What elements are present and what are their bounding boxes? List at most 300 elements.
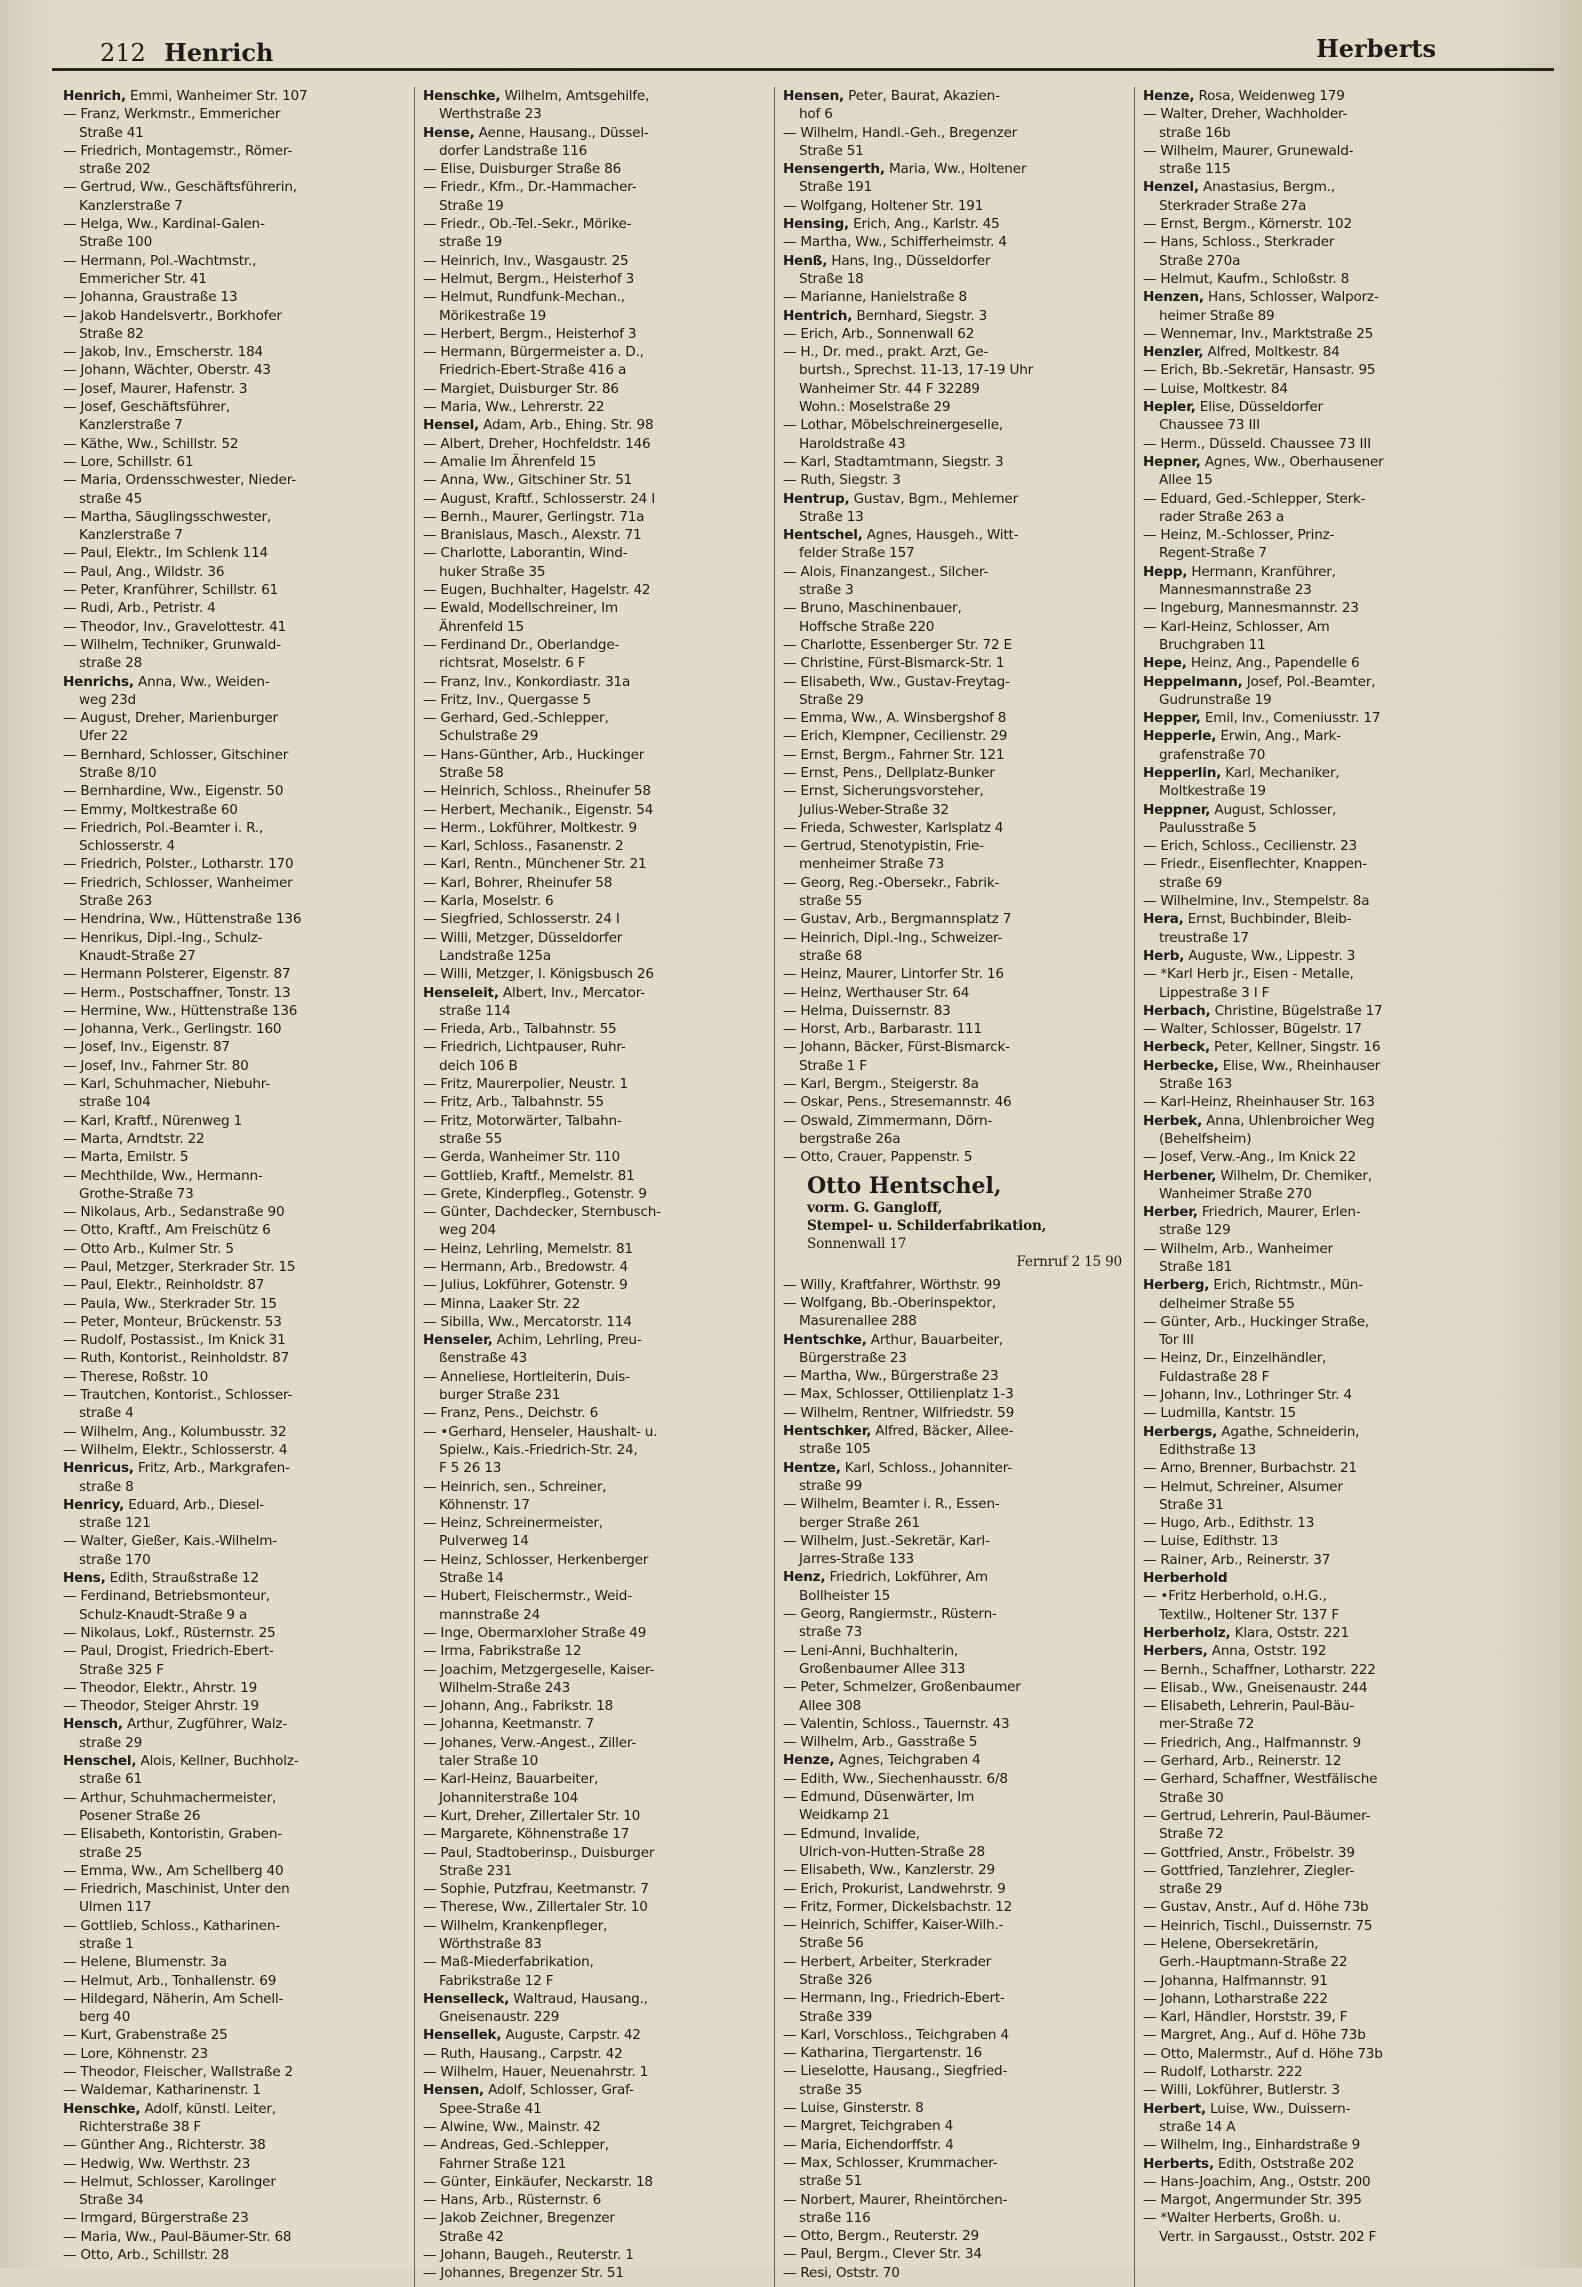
sub-entry: [63, 2173, 406, 2191]
sub-entry: [423, 544, 766, 562]
sub-entry: [63, 1532, 406, 1550]
sub-entry: [63, 252, 406, 270]
sub-entry-text: Bernh., Maurer, Gerlingstr. 71a: [440, 508, 645, 525]
sub-entry: [63, 746, 406, 764]
dash-marker: —: [423, 600, 437, 617]
sub-entry: [63, 1972, 406, 1990]
sub-entry-text: Horst, Arb., Barbarastr. 111: [800, 1021, 982, 1038]
sub-entry: [1143, 2191, 1487, 2209]
sub-entry: [1143, 1532, 1487, 1550]
directory-column-2: [415, 87, 775, 2287]
entry-details: Friedrich, Lokführer, Am: [825, 1569, 988, 1586]
sub-entry: [63, 1386, 406, 1404]
entry-continuation: Bürgerstraße 23: [799, 1349, 907, 1366]
sub-entry-text: Christine, Fürst-Bismarck-Str. 1: [800, 655, 1005, 672]
entry-continuation: Fahrner Straße 121: [439, 2155, 567, 2172]
sub-entry-text: Theodor, Elektr., Ahrstr. 19: [80, 1679, 258, 1696]
sub-entry: [63, 508, 406, 526]
sub-entry-text: Gertrud, Stenotypistin, Frie-: [800, 838, 984, 855]
sub-entry-text: Margret, Teichgraben 4: [800, 2118, 954, 2135]
sub-entry-text: Alwine, Ww., Mainstr. 42: [440, 2118, 601, 2135]
sub-entry-text: Julius, Lokführer, Gotenstr. 9: [440, 1277, 628, 1294]
dash-marker: —: [63, 472, 77, 489]
sub-entry: [423, 288, 766, 306]
sub-entry-text: Karl, Stadtamtmann, Siegstr. 3: [800, 453, 1004, 470]
dash-marker: —: [1143, 2045, 1157, 2062]
sub-entry: [63, 874, 406, 892]
sub-entry: [423, 1240, 766, 1258]
dash-marker: —: [1143, 1844, 1157, 1861]
sub-entry: [783, 1678, 1126, 1696]
entry-head: [63, 673, 406, 691]
sub-entry-text: Otto Arb., Kulmer Str. 5: [80, 1240, 234, 1257]
entry-continuation: Werthstraße 23: [439, 106, 542, 123]
sub-entry-text: Albert, Dreher, Hochfeldstr. 146: [440, 435, 651, 452]
sub-entry: [423, 1423, 766, 1441]
entry-continuation: mer-Straße 72: [1159, 1716, 1255, 1733]
dash-marker: —: [63, 380, 77, 397]
surname: Henseler,: [423, 1332, 493, 1349]
dash-marker: —: [63, 563, 77, 580]
dash-marker: —: [63, 1387, 77, 1404]
sub-entry: [423, 1734, 766, 1752]
surname: Henschke,: [423, 88, 501, 104]
dash-marker: —: [783, 1862, 797, 1879]
sub-entry: [1143, 361, 1487, 379]
entry-continuation: Straße 100: [79, 234, 153, 251]
dash-marker: —: [63, 545, 77, 562]
sub-entry: [783, 1093, 1126, 1111]
dash-marker: —: [63, 1021, 77, 1038]
sub-entry-text: Herm., Düsseld. Chaussee 73 III: [1160, 435, 1371, 452]
entry-continuation: straße 73: [799, 1624, 863, 1641]
entry-details: Adolf, künstl. Leiter,: [140, 2100, 276, 2117]
sub-entry-text: Helmut, Schreiner, Alsumer: [1160, 1478, 1343, 1495]
sub-entry: [423, 252, 766, 270]
dash-marker: —: [1143, 1588, 1157, 1605]
entry-continuation: Straße 326: [799, 1971, 873, 1988]
surname: Hentschke,: [783, 1331, 867, 1348]
sub-entry: [783, 1989, 1126, 2007]
sub-entry: [423, 855, 766, 873]
sub-entry: [1143, 1807, 1487, 1825]
sub-entry-text: Siegfried, Schlosserstr. 24 I: [440, 911, 620, 928]
sub-entry: [63, 2155, 406, 2173]
dash-marker: —: [783, 1076, 797, 1093]
sub-entry-text: Friedrich, Maschinist, Unter den: [80, 1881, 290, 1898]
sub-entry-text: Otto, Crauer, Pappenstr. 5: [800, 1149, 973, 1166]
dash-marker: —: [63, 106, 77, 123]
dash-marker: —: [783, 984, 797, 1001]
dash-marker: —: [1143, 1387, 1157, 1404]
dash-marker: —: [1143, 966, 1157, 983]
sub-entry: [1143, 1679, 1487, 1697]
sub-entry-text: Hans-Joachim, Ang., Oststr. 200: [1160, 2173, 1371, 2190]
entry-head: [1143, 727, 1487, 745]
dash-marker: —: [63, 179, 77, 196]
entry-continuation: Gerh.-Hauptmann-Straße 22: [1159, 1954, 1348, 1971]
dash-marker: —: [423, 344, 437, 361]
dash-marker: —: [783, 1679, 797, 1696]
dash-marker: —: [423, 856, 437, 873]
entry-continuation: straße 61: [79, 1771, 143, 1788]
surname: Henseleit,: [423, 984, 499, 1001]
sub-entry: [783, 1532, 1126, 1550]
dash-marker: —: [63, 344, 77, 361]
sub-entry-text: Josef, Verw.-Ang., Im Knick 22: [1160, 1149, 1356, 1166]
dash-marker: —: [423, 399, 437, 416]
sub-entry-text: Theodor, Fleischer, Wallstraße 2: [80, 2064, 293, 2081]
entry-continuation: Wilhelm-Straße 243: [439, 1679, 571, 1696]
sub-entry-text: Friedr., Kfm., Dr.-Hammacher-: [440, 179, 637, 196]
sub-entry: [63, 819, 406, 837]
sub-entry-text: Henrikus, Dipl.-Ing., Schulz-: [80, 929, 263, 946]
sub-entry-text: Otto, Arb., Schillstr. 28: [80, 2247, 229, 2264]
sub-entry: [423, 929, 766, 947]
dash-marker: —: [63, 435, 77, 452]
dash-marker: —: [423, 2265, 437, 2282]
dash-marker: —: [1143, 1935, 1157, 1952]
dash-marker: —: [783, 929, 797, 946]
sub-entry-text: Wilhelm, Techniker, Grunwald-: [80, 636, 281, 653]
entry-head: [783, 1331, 1126, 1349]
sub-entry: [783, 636, 1126, 654]
sub-entry: [1143, 1514, 1487, 1532]
dash-marker: —: [783, 344, 797, 361]
sub-entry: [783, 599, 1126, 617]
dash-marker: —: [783, 1825, 797, 1842]
entry-continuation: Fabrikstraße 12 F: [439, 1972, 554, 1989]
dash-marker: —: [63, 1972, 77, 1989]
sub-entry-text: Ferdinand, Betriebsmonteur,: [80, 1588, 270, 1605]
dash-marker: —: [783, 1606, 797, 1623]
sub-entry-text: Helmut, Arb., Tonhallenstr. 69: [80, 1972, 277, 1989]
sub-entry-text: *Karl Herb jr., Eisen - Metalle,: [1160, 966, 1354, 983]
dash-marker: —: [63, 252, 77, 269]
entry-continuation: straße 3: [799, 582, 854, 599]
entry-details: Alfred, Bäcker, Allee-: [871, 1423, 1014, 1440]
sub-entry-text: Heinz, Lehrling, Memelstr. 81: [440, 1240, 633, 1257]
sub-entry-text: Gerhard, Arb., Reinerstr. 12: [1160, 1753, 1342, 1770]
sub-entry: [423, 2191, 766, 2209]
entry-head: [63, 1752, 406, 1770]
surname: Hensen,: [423, 2082, 485, 2099]
sub-entry-text: Friedrich, Schlosser, Wanheimer: [80, 874, 293, 891]
entry-continuation: Straße 34: [79, 2192, 144, 2209]
dash-marker: —: [63, 1643, 77, 1660]
dash-marker: —: [63, 1698, 77, 1715]
sub-entry-text: Gerhard, Schaffner, Westfälische: [1160, 1771, 1378, 1788]
sub-entry: [63, 1624, 406, 1642]
dash-marker: —: [63, 1057, 77, 1074]
sub-entry-text: Helene, Obersekretärin,: [1160, 1935, 1319, 1952]
dash-marker: —: [63, 618, 77, 635]
sub-entry: [783, 1733, 1126, 1751]
sub-entry-text: •Fritz Herberhold, o.H.G.,: [1160, 1588, 1327, 1605]
sub-entry: [63, 1441, 406, 1459]
dash-marker: —: [783, 1953, 797, 1970]
dash-marker: —: [1143, 527, 1157, 544]
entry-details: Gustav, Bgm., Mehlemer: [849, 490, 1018, 507]
entry-details: Albert, Inv., Mercator-: [498, 984, 645, 1001]
sub-entry-text: Maria, Ww., Lehrerstr. 22: [440, 399, 605, 416]
sub-entry: [783, 1953, 1126, 1971]
sub-entry: [783, 416, 1126, 434]
surname: Hensengerth,: [783, 161, 885, 178]
entry-continuation: Wanheimer Str. 44 F 32289: [799, 380, 980, 397]
sub-entry: [1143, 1313, 1487, 1331]
sub-entry: [63, 855, 406, 873]
entry-details: Agnes, Ww., Oberhausener: [1200, 453, 1384, 470]
entry-details: Luise, Ww., Duissern-: [1206, 2100, 1351, 2117]
sub-entry: [783, 837, 1126, 855]
dash-marker: —: [423, 1734, 437, 1751]
dash-marker: —: [63, 636, 77, 653]
sub-entry: [423, 2246, 766, 2264]
sub-entry: [783, 1385, 1126, 1403]
sub-entry: [423, 1642, 766, 1660]
sub-entry-text: Helene, Blumenstr. 3a: [80, 1954, 227, 1971]
surname: Hensel,: [423, 417, 480, 434]
dash-marker: —: [423, 1643, 437, 1660]
surname: Hensellek,: [423, 2027, 502, 2044]
sub-entry: [783, 197, 1126, 215]
sub-entry-text: Fritz, Inv., Quergasse 5: [440, 691, 591, 708]
sub-entry: [63, 471, 406, 489]
sub-entry-text: Max, Schlosser, Krummacher-: [800, 2154, 998, 2171]
sub-entry: [63, 1423, 406, 1441]
dash-marker: —: [783, 1002, 797, 1019]
sub-entry-text: Ruth, Hausang., Carpstr. 42: [440, 2045, 623, 2062]
entry-continuation: Allee 308: [799, 1697, 862, 1714]
dash-marker: —: [1143, 1240, 1157, 1257]
entry-head: [63, 1569, 406, 1587]
sub-entry: [423, 1825, 766, 1843]
sub-entry: [783, 1075, 1126, 1093]
sub-entry: [783, 2062, 1126, 2080]
sub-entry: [1143, 837, 1487, 855]
sub-entry-text: Margiet, Duisburger Str. 86: [440, 380, 619, 397]
sub-entry: [423, 910, 766, 928]
sub-entry-text: Margret, Ang., Auf d. Höhe 73b: [1160, 2027, 1366, 2044]
dash-marker: —: [423, 490, 437, 507]
entry-head: [1143, 178, 1487, 196]
entry-continuation: Fuldastraße 28 F: [1159, 1368, 1270, 1385]
entry-head: [1143, 343, 1487, 361]
dash-marker: —: [423, 673, 437, 690]
surname: Herb,: [1143, 947, 1185, 964]
entry-details: Heinz, Ang., Papendelle 6: [1186, 655, 1360, 672]
sub-entry: [1143, 1972, 1487, 1990]
dash-marker: —: [63, 216, 77, 233]
entry-head: [783, 1751, 1126, 1769]
sub-entry: [63, 709, 406, 727]
entry-head: [63, 1496, 406, 1514]
sub-entry-text: Josef, Maurer, Hafenstr. 3: [80, 380, 248, 397]
dash-marker: —: [783, 2100, 797, 2117]
dash-marker: —: [63, 1222, 77, 1239]
sub-entry-text: Franz, Werkmstr., Emmericher: [80, 106, 281, 123]
dash-marker: —: [783, 746, 797, 763]
dash-marker: —: [1143, 1862, 1157, 1879]
sub-entry-text: Paul, Elektr., Reinholdstr. 87: [80, 1277, 265, 1294]
sub-entry-text: Franz, Pens., Deichstr. 6: [440, 1405, 599, 1422]
sub-entry-text: Walter, Dreher, Wachholder-: [1160, 106, 1348, 123]
entry-continuation: deich 106 B: [439, 1057, 518, 1074]
sub-entry-text: Rudi, Arb., Petristr. 4: [80, 600, 216, 617]
entry-continuation: Posener Straße 26: [79, 1807, 201, 1824]
dash-marker: —: [783, 1149, 797, 1166]
entry-continuation: Masurenallee 288: [799, 1313, 917, 1330]
dash-marker: —: [783, 838, 797, 855]
dash-marker: —: [1143, 106, 1157, 123]
entry-continuation: Straße 13: [799, 508, 864, 525]
dash-marker: —: [423, 1112, 437, 1129]
entry-head: [783, 526, 1126, 544]
sub-entry-text: Hermann, Arb., Bredowstr. 4: [440, 1259, 628, 1275]
sub-entry-text: Rainer, Arb., Reinerstr. 37: [1160, 1551, 1331, 1568]
sub-entry: [423, 1404, 766, 1422]
dash-marker: —: [63, 289, 77, 306]
sub-entry: [63, 105, 406, 123]
sub-entry: [783, 2227, 1126, 2245]
sub-entry: [783, 819, 1126, 837]
entry-details: Agnes, Teichgraben 4: [834, 1752, 981, 1769]
sub-entry-text: Kurt, Dreher, Zillertaler Str. 10: [440, 1807, 641, 1824]
dash-marker: —: [423, 1094, 437, 1111]
surname: Henschel,: [63, 1753, 137, 1770]
dash-marker: —: [423, 179, 437, 196]
dash-marker: —: [63, 1423, 77, 1440]
sub-entry: [63, 1679, 406, 1697]
entry-continuation: F 5 26 13: [439, 1460, 502, 1477]
entry-details: Karl, Mechaniker,: [1221, 764, 1340, 781]
dash-marker: —: [423, 2064, 437, 2081]
sub-entry: [1143, 1404, 1487, 1422]
entry-details: Elise, Ww., Rheinhauser: [1218, 1057, 1381, 1074]
dash-marker: —: [783, 874, 797, 891]
sub-entry-text: Gerda, Wanheimer Str. 110: [440, 1149, 620, 1166]
entry-continuation: Straße 339: [799, 2008, 873, 2025]
sub-entry-text: Willy, Kraftfahrer, Wörthstr. 99: [800, 1276, 1001, 1293]
entry-details: Agnes, Hausgeh., Witt-: [862, 527, 1019, 544]
sub-entry-text: Friedrich, Lichtpauser, Ruhr-: [440, 1039, 626, 1056]
dash-marker: —: [423, 1149, 437, 1166]
dash-marker: —: [783, 728, 797, 745]
entry-details: Adam, Arb., Ehing. Str. 98: [479, 417, 654, 434]
surname: Hepper,: [1143, 710, 1201, 727]
dash-marker: —: [423, 1881, 437, 1898]
entry-continuation: Moltkestraße 19: [1159, 783, 1266, 800]
sub-entry-text: Trautchen, Kontorist., Schlosser-: [80, 1387, 293, 1404]
dash-marker: —: [783, 2026, 797, 2043]
entry-continuation: straße 4: [79, 1405, 134, 1422]
dash-marker: —: [423, 1313, 437, 1330]
surname: Hentrich,: [783, 307, 853, 324]
sub-entry-text: Heinrich, Schiffer, Kaiser-Wilh.-: [800, 1917, 1004, 1934]
dash-marker: —: [423, 325, 437, 342]
sub-entry: [63, 1167, 406, 1185]
entry-head: [1143, 1112, 1487, 1130]
directory-column-3: [775, 87, 1135, 2287]
sub-entry: [1143, 435, 1487, 453]
entry-continuation: Köhnenstr. 17: [439, 1496, 530, 1513]
entry-details: Peter, Baurat, Akazien-: [844, 88, 1000, 104]
sub-entry-text: Martha, Säuglingsschwester,: [80, 508, 271, 525]
entry-continuation: Straße 29: [799, 691, 864, 708]
entry-continuation: richtsrat, Moselstr. 6 F: [439, 655, 586, 672]
sub-entry: [423, 965, 766, 983]
entry-head: [1143, 1423, 1487, 1441]
sub-entry: [63, 1295, 406, 1313]
sub-entry: [423, 1661, 766, 1679]
entry-continuation: Ulrich-von-Hutten-Straße 28: [799, 1843, 986, 1860]
sub-entry-text: Norbert, Maurer, Rheintörchen-: [800, 2191, 1008, 2208]
entry-details: Emmi, Wanheimer Str. 107: [125, 88, 308, 104]
sub-entry-text: Branislaus, Masch., Alexstr. 71: [440, 527, 642, 544]
dash-marker: —: [1143, 1021, 1157, 1038]
sub-entry-text: Käthe, Ww., Schillstr. 52: [80, 435, 239, 452]
dash-marker: —: [783, 710, 797, 727]
dash-marker: —: [423, 527, 437, 544]
sub-entry-text: Wilhelm, Handl.-Geh., Bregenzer: [800, 124, 1017, 141]
entry-continuation: Mannesmannstraße 23: [1159, 582, 1312, 599]
sub-entry: [423, 1880, 766, 1898]
entry-continuation: straße 99: [799, 1477, 863, 1494]
sub-entry: [423, 691, 766, 709]
entry-head: [1143, 673, 1487, 691]
sub-entry: [63, 1313, 406, 1331]
sub-entry: [783, 2117, 1126, 2135]
sub-entry: [783, 563, 1126, 581]
sub-entry-text: Lothar, Möbelschreinergeselle,: [800, 417, 1003, 434]
entry-continuation: straße 129: [1159, 1222, 1231, 1239]
advertisement-phone: Fernruf 2 15 90: [1016, 1254, 1122, 1271]
dash-marker: —: [423, 289, 437, 306]
sub-entry: [63, 1917, 406, 1935]
sub-entry: [63, 1331, 406, 1349]
surname: Hens,: [63, 1570, 106, 1587]
dash-marker: —: [1143, 1917, 1157, 1934]
sub-entry-text: Hans, Arb., Rüsternstr. 6: [440, 2192, 602, 2209]
entry-continuation: Friedrich-Ebert-Straße 416 a: [439, 362, 627, 379]
dash-marker: —: [423, 2247, 437, 2264]
sub-entry: [423, 2136, 766, 2154]
dash-marker: —: [63, 1313, 77, 1330]
sub-entry-text: Mechthilde, Ww., Hermann-: [80, 1167, 263, 1184]
dash-marker: —: [783, 673, 797, 690]
dash-marker: —: [63, 911, 77, 928]
dash-marker: —: [1143, 1313, 1157, 1330]
sub-entry-text: Maria, Ww., Paul-Bäumer-Str. 68: [80, 2228, 292, 2245]
sub-entry: [423, 1075, 766, 1093]
sub-entry: [1143, 1551, 1487, 1569]
sub-entry-text: Johanna, Keetmanstr. 7: [440, 1716, 595, 1733]
sub-entry: [423, 874, 766, 892]
sub-entry-text: Helga, Ww., Kardinal-Galen-: [80, 216, 265, 233]
directory-columns: [55, 87, 1554, 2287]
sub-entry: [783, 1605, 1126, 1623]
sub-entry: [423, 709, 766, 727]
entry-details: Hermann, Kranführer,: [1187, 563, 1336, 580]
dash-marker: —: [1143, 1478, 1157, 1495]
entry-continuation: straße 16b: [1159, 124, 1231, 141]
sub-entry-text: Therese, Ww., Zillertaler Str. 10: [440, 1899, 648, 1916]
dash-marker: —: [63, 453, 77, 470]
sub-entry-text: Elise, Duisburger Straße 86: [440, 161, 622, 178]
sub-entry: [1143, 1844, 1487, 1862]
dash-marker: —: [63, 1259, 77, 1275]
